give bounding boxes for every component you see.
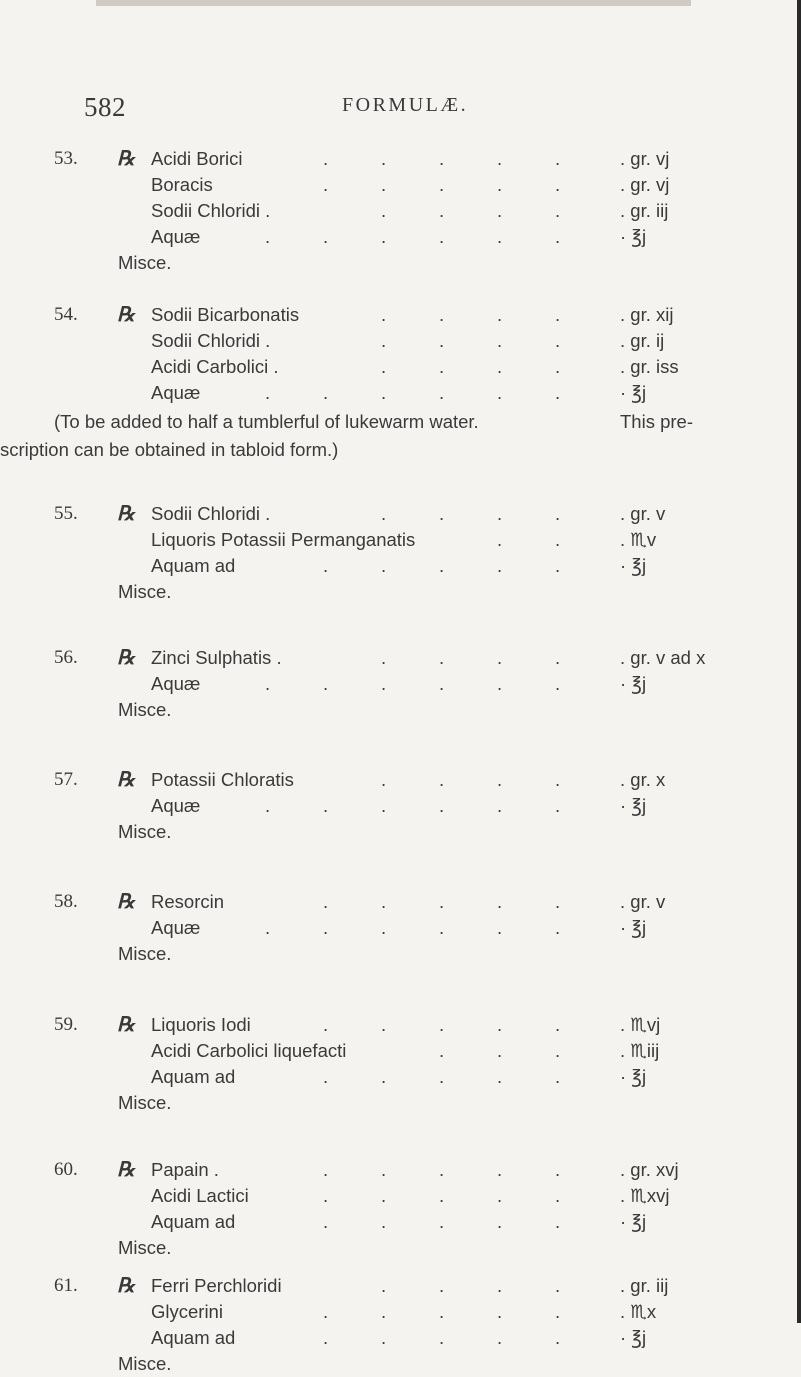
ingredient-line (0, 1064, 801, 1090)
leader-dot: . (323, 795, 329, 816)
ingredient-quantity: . gr. x (620, 769, 666, 790)
leader-dot: . (555, 1185, 561, 1206)
ingredient-name: Potassii Chloratis (151, 769, 294, 790)
leader-dot: . (381, 330, 387, 351)
ingredient-name: Aquam ad (151, 1066, 236, 1087)
leader-dot: . (497, 382, 503, 403)
leader-dot: . (439, 673, 445, 694)
leader-dot: . (381, 1185, 387, 1206)
leader-dot: . (439, 200, 445, 221)
ingredient-line (0, 198, 801, 224)
leader-dot: . (555, 200, 561, 221)
formula-number: 53. (54, 148, 78, 169)
leader-dot: . (555, 174, 561, 195)
leader-dot: . (381, 795, 387, 816)
formula-55 (0, 501, 801, 605)
ingredient-name: Resorcin (151, 891, 224, 912)
leader-dot: . (555, 503, 561, 524)
leader-dot: . (323, 1185, 329, 1206)
leader-dot: . (323, 891, 329, 912)
leader-dot: . (439, 304, 445, 325)
leader-dot: . (439, 174, 445, 195)
ingredient-name: Aquam ad (151, 1327, 236, 1348)
leader-dot: . (497, 200, 503, 221)
top-rule (96, 0, 691, 6)
ingredient-quantity: · ℥j (620, 1211, 647, 1232)
leader-dot: . (555, 1211, 561, 1232)
leader-dot: . (381, 891, 387, 912)
ingredient-line (0, 172, 801, 198)
formula-number: 57. (54, 769, 78, 790)
ingredient-name: Aquæ (151, 226, 201, 247)
note-line: scription can be obtained in tabloid form.) (0, 439, 339, 460)
misce-line (0, 1351, 801, 1377)
leader-dot: . (555, 529, 561, 550)
misce-line (0, 1090, 801, 1116)
leader-dot: . (439, 917, 445, 938)
leader-dot: . (381, 1066, 387, 1087)
formula-61 (0, 1273, 801, 1377)
leader-dot: . (497, 1327, 503, 1348)
recipe-symbol: ℞ (117, 1159, 135, 1181)
leader-dot: . (381, 1301, 387, 1322)
misce-label: Misce. (118, 1237, 172, 1258)
leader-dot: . (439, 555, 445, 576)
leader-dot: . (381, 647, 387, 668)
leader-dot: . (555, 647, 561, 668)
leader-dot: . (323, 1159, 329, 1180)
ingredient-quantity: . ♏iij (620, 1040, 660, 1061)
ingredient-name: Acidi Borici (151, 148, 243, 169)
leader-dot: . (497, 1211, 503, 1232)
ingredient-line (0, 1273, 801, 1299)
ingredient-quantity: · ℥j (620, 382, 647, 403)
leader-dot: . (497, 917, 503, 938)
ingredient-line (0, 380, 801, 406)
recipe-symbol: ℞ (117, 148, 135, 170)
leader-dot: . (265, 795, 271, 816)
leader-dot: . (497, 148, 503, 169)
ingredient-name: Acidi Lactici (151, 1185, 249, 1206)
ingredient-name: Glycerini (151, 1301, 223, 1322)
leader-dot: . (497, 647, 503, 668)
leader-dot: . (555, 769, 561, 790)
leader-dot: . (381, 769, 387, 790)
leader-dot: . (381, 1327, 387, 1348)
leader-dot: . (497, 1301, 503, 1322)
ingredient-line (0, 146, 801, 172)
ingredient-quantity: . gr. vj (620, 174, 670, 195)
ingredient-line (0, 354, 801, 380)
ingredient-name: Liquoris Potassii Permanganatis (151, 529, 416, 550)
page-number: 582 (84, 92, 126, 122)
ingredient-line (0, 527, 801, 553)
leader-dot: . (381, 148, 387, 169)
leader-dot: . (555, 1040, 561, 1061)
leader-dot: . (381, 555, 387, 576)
leader-dot: . (555, 1159, 561, 1180)
leader-dot: . (497, 1275, 503, 1296)
leader-dot: . (555, 917, 561, 938)
ingredient-line (0, 1183, 801, 1209)
recipe-symbol: ℞ (117, 769, 135, 791)
leader-dot: . (497, 503, 503, 524)
leader-dot: . (555, 1066, 561, 1087)
ingredient-name: Sodii Bicarbonatis (151, 304, 300, 325)
leader-dot: . (439, 1301, 445, 1322)
ingredient-line (0, 1325, 801, 1351)
ingredient-line (0, 1299, 801, 1325)
ingredient-line (0, 889, 801, 915)
leader-dot: . (497, 795, 503, 816)
leader-dot: . (555, 148, 561, 169)
leader-dot: . (439, 226, 445, 247)
leader-dot: . (381, 174, 387, 195)
leader-dot: . (497, 226, 503, 247)
formula-number: 59. (54, 1014, 78, 1035)
recipe-symbol: ℞ (117, 503, 135, 525)
ingredient-quantity: . gr. v (620, 503, 666, 524)
leader-dot: . (439, 647, 445, 668)
ingredient-line (0, 1209, 801, 1235)
leader-dot: . (555, 891, 561, 912)
leader-dot: . (497, 891, 503, 912)
leader-dot: . (381, 382, 387, 403)
formula-number: 60. (54, 1159, 78, 1180)
ingredient-name: Aquæ (151, 795, 201, 816)
leader-dot: . (555, 1275, 561, 1296)
leader-dot: . (381, 1211, 387, 1232)
ingredient-quantity: · ℥j (620, 673, 647, 694)
ingredient-quantity: · ℥j (620, 795, 647, 816)
ingredient-quantity: . gr. xvj (620, 1159, 679, 1180)
formula-53 (0, 146, 801, 276)
ingredient-name: Sodii Chloridi . (151, 503, 271, 524)
formula-59 (0, 1012, 801, 1116)
misce-label: Misce. (118, 821, 172, 842)
ingredient-name: Acidi Carbolici . (151, 356, 279, 377)
ingredient-quantity: . gr. iss (620, 356, 679, 377)
leader-dot: . (497, 1014, 503, 1035)
recipe-symbol: ℞ (117, 891, 135, 913)
leader-dot: . (439, 330, 445, 351)
recipe-symbol: ℞ (117, 1014, 135, 1036)
leader-dot: . (439, 356, 445, 377)
ingredient-name: Zinci Sulphatis . (151, 647, 282, 668)
ingredient-line (0, 302, 801, 328)
leader-dot: . (439, 795, 445, 816)
leader-dot: . (555, 673, 561, 694)
leader-dot: . (323, 1014, 329, 1035)
note-text: (To be added to half a tumblerful of lukewarm water. (54, 411, 479, 432)
leader-dot: . (497, 330, 503, 351)
leader-dot: . (323, 1211, 329, 1232)
leader-dot: . (439, 1159, 445, 1180)
ingredient-quantity: . gr. iij (620, 1275, 669, 1296)
ingredient-name: Aquæ (151, 673, 201, 694)
running-title: FORMULÆ. (342, 94, 469, 116)
ingredient-quantity: . ♏v (620, 529, 657, 550)
ingredient-quantity: · ℥j (620, 917, 647, 938)
leader-dot: . (497, 174, 503, 195)
ingredient-line (0, 915, 801, 941)
leader-dot: . (323, 174, 329, 195)
leader-dot: . (381, 503, 387, 524)
formula-54 (0, 302, 801, 464)
leader-dot: . (439, 1066, 445, 1087)
leader-dot: . (555, 1327, 561, 1348)
leader-dot: . (323, 917, 329, 938)
leader-dot: . (439, 1040, 445, 1061)
leader-dot: . (497, 673, 503, 694)
leader-dot: . (555, 226, 561, 247)
formula-number: 55. (54, 503, 78, 524)
ingredient-line (0, 671, 801, 697)
formula-60 (0, 1157, 801, 1261)
recipe-symbol: ℞ (117, 647, 135, 669)
recipe-symbol: ℞ (117, 304, 135, 326)
ingredient-name: Ferri Perchloridi (151, 1275, 282, 1296)
ingredient-quantity: . gr. iij (620, 200, 669, 221)
leader-dot: . (381, 1159, 387, 1180)
ingredient-quantity: · ℥j (620, 226, 647, 247)
leader-dot: . (381, 917, 387, 938)
ingredient-name: Boracis (151, 174, 213, 195)
formula-number: 58. (54, 891, 78, 912)
leader-dot: . (323, 1327, 329, 1348)
leader-dot: . (381, 200, 387, 221)
formula-number: 61. (54, 1275, 78, 1296)
ingredient-quantity: . ♏vj (620, 1014, 661, 1035)
leader-dot: . (497, 1066, 503, 1087)
leader-dot: . (323, 555, 329, 576)
leader-dot: . (497, 1159, 503, 1180)
misce-label: Misce. (118, 1353, 172, 1374)
leader-dot: . (323, 148, 329, 169)
leader-dot: . (381, 673, 387, 694)
ingredient-quantity: . gr. xij (620, 304, 674, 325)
leader-dot: . (439, 382, 445, 403)
leader-dot: . (381, 1014, 387, 1035)
misce-label: Misce. (118, 699, 172, 720)
formula-note (0, 406, 801, 464)
leader-dot: . (555, 1014, 561, 1035)
leader-dot: . (381, 1275, 387, 1296)
leader-dot: . (323, 1066, 329, 1087)
formula-57 (0, 767, 801, 845)
note-text-end: This pre- (620, 411, 693, 432)
leader-dot: . (323, 382, 329, 403)
leader-dot: . (265, 382, 271, 403)
leader-dot: . (265, 673, 271, 694)
leader-dot: . (323, 1301, 329, 1322)
misce-label: Misce. (118, 252, 172, 273)
ingredient-line (0, 1038, 801, 1064)
leader-dot: . (555, 795, 561, 816)
ingredient-name: Papain . (151, 1159, 219, 1180)
ingredient-quantity: . ♏xvj (620, 1185, 670, 1206)
leader-dot: . (439, 1327, 445, 1348)
misce-label: Misce. (118, 1092, 172, 1113)
ingredient-line (0, 224, 801, 250)
misce-line (0, 579, 801, 605)
misce-line (0, 941, 801, 967)
recipe-symbol: ℞ (117, 1275, 135, 1297)
leader-dot: . (439, 1014, 445, 1035)
leader-dot: . (497, 555, 503, 576)
formula-56 (0, 645, 801, 723)
ingredient-name: Aquæ (151, 917, 201, 938)
ingredient-line (0, 645, 801, 671)
ingredient-quantity: · ℥j (620, 1066, 647, 1087)
misce-label: Misce. (118, 581, 172, 602)
ingredient-line (0, 793, 801, 819)
ingredient-line (0, 328, 801, 354)
leader-dot: . (555, 1301, 561, 1322)
note-line (54, 408, 754, 436)
ingredient-line (0, 767, 801, 793)
leader-dot: . (555, 382, 561, 403)
ingredient-name: Sodii Chloridi . (151, 330, 271, 351)
misce-line (0, 819, 801, 845)
leader-dot: . (497, 304, 503, 325)
ingredient-quantity: . gr. v ad x (620, 647, 706, 668)
leader-dot: . (497, 356, 503, 377)
leader-dot: . (381, 304, 387, 325)
ingredient-quantity: · ℥j (620, 555, 647, 576)
leader-dot: . (555, 356, 561, 377)
ingredient-quantity: . ♏x (620, 1301, 657, 1322)
ingredient-line (0, 1157, 801, 1183)
leader-dot: . (265, 226, 271, 247)
leader-dot: . (497, 1185, 503, 1206)
leader-dot: . (497, 529, 503, 550)
ingredient-name: Aquam ad (151, 1211, 236, 1232)
leader-dot: . (497, 1040, 503, 1061)
leader-dot: . (555, 304, 561, 325)
ingredient-name: Aquæ (151, 382, 201, 403)
ingredient-name: Aquam ad (151, 555, 236, 576)
ingredient-name: Acidi Carbolici liquefacti (151, 1040, 347, 1061)
ingredient-quantity: · ℥j (620, 1327, 647, 1348)
leader-dot: . (439, 1211, 445, 1232)
misce-line (0, 1235, 801, 1261)
formula-number: 54. (54, 304, 78, 325)
leader-dot: . (555, 330, 561, 351)
ingredient-name: Sodii Chloridi . (151, 200, 271, 221)
misce-label: Misce. (118, 943, 172, 964)
leader-dot: . (265, 917, 271, 938)
misce-line (0, 697, 801, 723)
page-header (84, 92, 764, 132)
misce-line (0, 250, 801, 276)
formula-number: 56. (54, 647, 78, 668)
leader-dot: . (555, 555, 561, 576)
leader-dot: . (439, 1275, 445, 1296)
ingredient-name: Liquoris Iodi (151, 1014, 251, 1035)
ingredient-quantity: . gr. ij (620, 330, 665, 351)
ingredient-line (0, 501, 801, 527)
leader-dot: . (439, 891, 445, 912)
leader-dot: . (323, 226, 329, 247)
leader-dot: . (381, 226, 387, 247)
ingredient-line (0, 1012, 801, 1038)
leader-dot: . (439, 1185, 445, 1206)
ingredient-quantity: . gr. v (620, 891, 666, 912)
leader-dot: . (439, 503, 445, 524)
leader-dot: . (497, 769, 503, 790)
ingredient-quantity: . gr. vj (620, 148, 670, 169)
ingredient-line (0, 553, 801, 579)
leader-dot: . (439, 148, 445, 169)
formula-58 (0, 889, 801, 967)
leader-dot: . (323, 673, 329, 694)
leader-dot: . (381, 356, 387, 377)
leader-dot: . (439, 769, 445, 790)
